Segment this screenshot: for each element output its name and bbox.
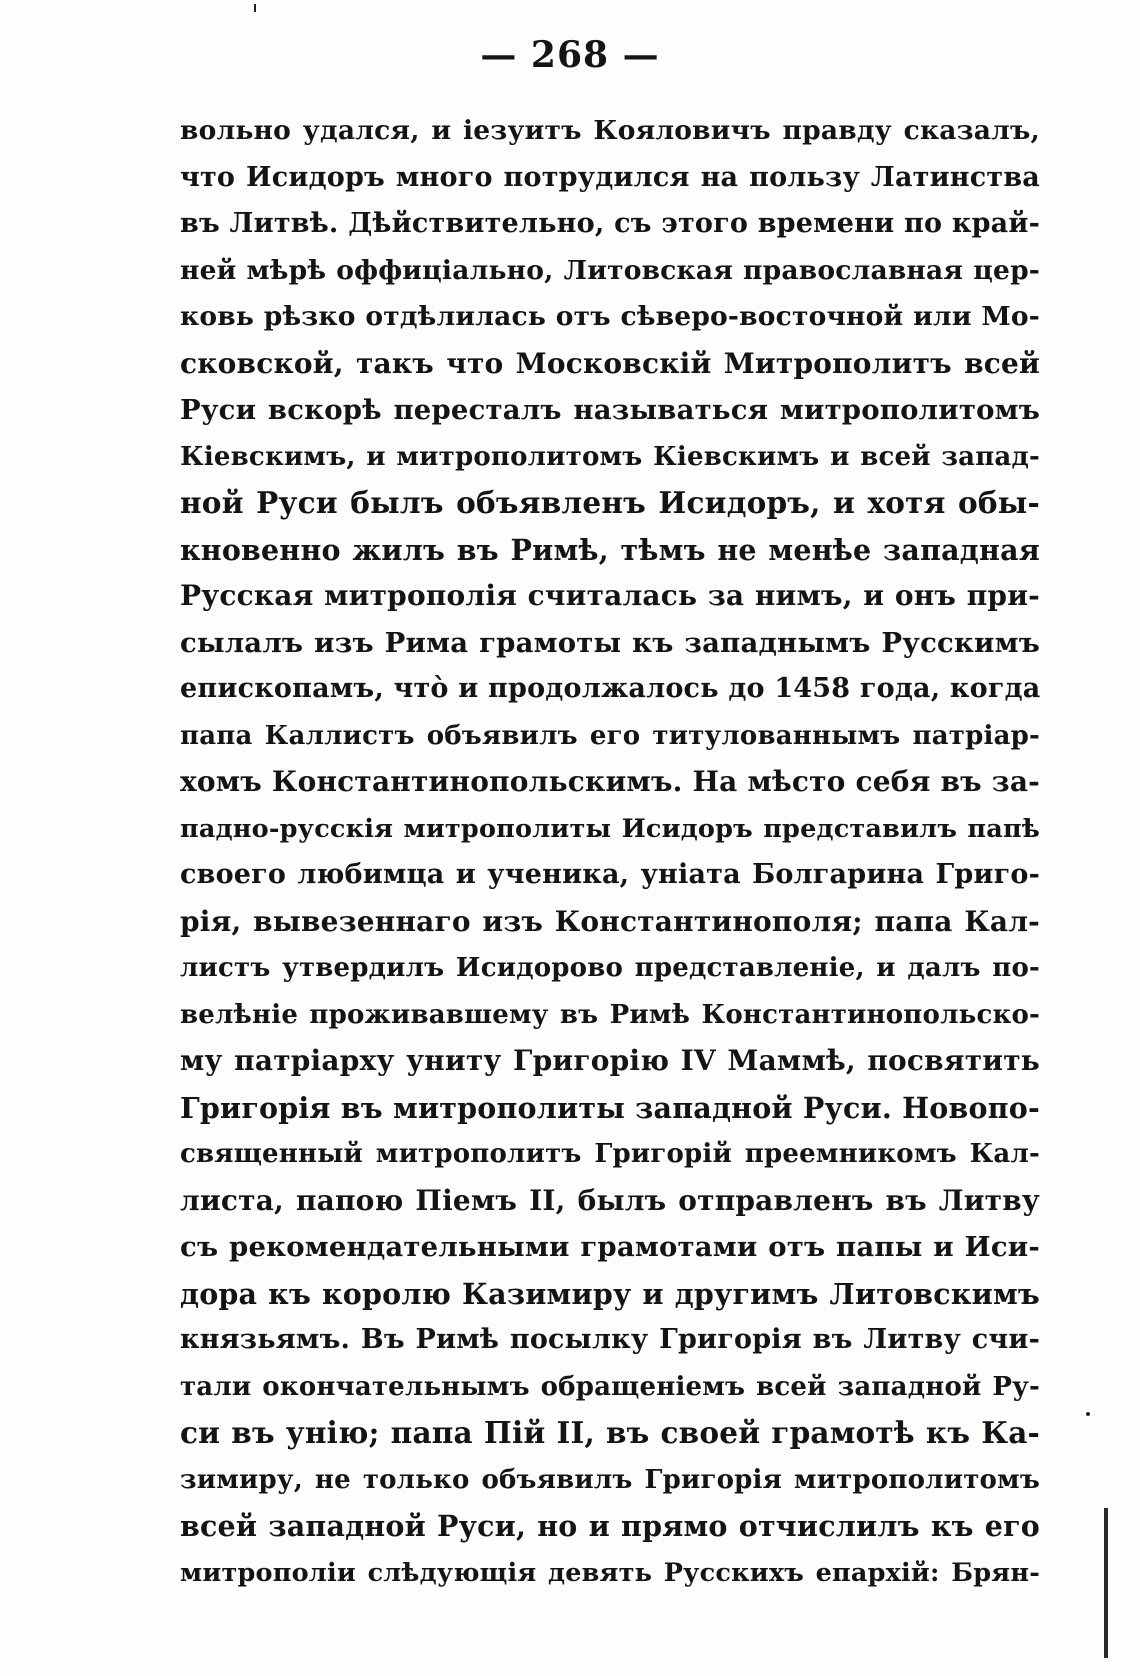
text-line: хомъ Константинопольскимъ. На мѣсто себя въ за- (180, 765, 1040, 798)
text-line: кновенно жилъ въ Римѣ, тѣмъ не менѣе западная (180, 532, 1040, 567)
text-line: листъ утвердилъ Исидорово представленіе, и далъ по- (180, 953, 1040, 983)
text-line: вольно удался, и іезуитъ Кояловичъ правду сказалъ, (180, 115, 1040, 146)
text-line: дора къ королю Казимиру и другимъ Литовскимъ (180, 1276, 1040, 1311)
text-line: рія, вывезеннаго изъ Константинополя; папа Кал- (180, 904, 1040, 938)
text-line: ковь рѣзко отдѣлилась отъ сѣверо-восточной или Мо- (180, 301, 1040, 332)
text-line: му патріарху униту Григорію IV Маммѣ, посвятить (180, 1044, 1040, 1077)
text-line: сковской, такъ что Московскій Митрополитъ всей (180, 346, 1040, 380)
text-line: ней мѣрѣ оффиціально, Литовская православная цер- (180, 254, 1040, 286)
text-line: Кіевскимъ, и митрополитомъ Кіевскимъ и всей запад- (180, 441, 1040, 472)
text-line: епископамъ, что̀ и продолжалось до 1458 года, когда (180, 673, 1041, 704)
print-speck (254, 4, 256, 12)
text-line: своего любимца и ученика, уніата Болгарина Григо- (180, 859, 1040, 890)
text-line: папа Каллистъ объявилъ его титулованнымъ патріар- (180, 720, 1040, 751)
page-number: — 268 — (480, 34, 660, 76)
text-line: ной Руси былъ объявленъ Исидоръ, и хотя обы- (180, 485, 1040, 520)
body-text (180, 108, 1040, 1596)
text-line: зимиру, не только объявилъ Григорія митрополитомъ (180, 1464, 1040, 1495)
text-line: митрополіи слѣдующія девять Русскихъ епархій: Брян- (180, 1557, 1040, 1588)
text-line: съ рекомендательными грамотами отъ папы и Иси- (180, 1231, 1040, 1263)
text-line: тали окончательнымъ обращеніемъ всей западной Ру- (180, 1371, 1040, 1402)
text-line: князьямъ. Въ Римѣ посылку Григорія въ Литву счи- (180, 1324, 1040, 1355)
text-line: что Исидоръ много потрудился на пользу Латинства (180, 161, 1040, 193)
text-line: листа, папою Піемъ II, былъ отправленъ въ Литву (180, 1183, 1040, 1217)
text-line: Руси вскорѣ пересталъ называться митрополитомъ (180, 394, 1040, 426)
text-line: Русская митрополія считалась за нимъ, и онъ при- (180, 579, 1040, 612)
text-line: въ Литвѣ. Дѣйствительно, съ этого времени по край- (180, 208, 1040, 239)
text-line: сылалъ изъ Рима грамоты къ западнымъ Русскимъ (180, 626, 1040, 659)
page-edge-mark (1104, 1508, 1108, 1658)
text-line: всей западной Руси, но и прямо отчислилъ къ его (180, 1509, 1040, 1543)
text-line: велѣніе проживавшему въ Римѣ Константинопольско- (180, 999, 1040, 1030)
text-line: священный митрополитъ Григорій преемникомъ Кал- (180, 1139, 1040, 1169)
text-line: Григорія въ митрополиты западной Руси. Новопо- (180, 1090, 1040, 1125)
text-line: си въ унію; папа Пій II, въ своей грамотѣ къ Ка- (180, 1415, 1040, 1450)
text-line: падно-русскія митрополиты Исидоръ представилъ папѣ (180, 813, 1040, 844)
print-speck (1086, 1412, 1090, 1416)
